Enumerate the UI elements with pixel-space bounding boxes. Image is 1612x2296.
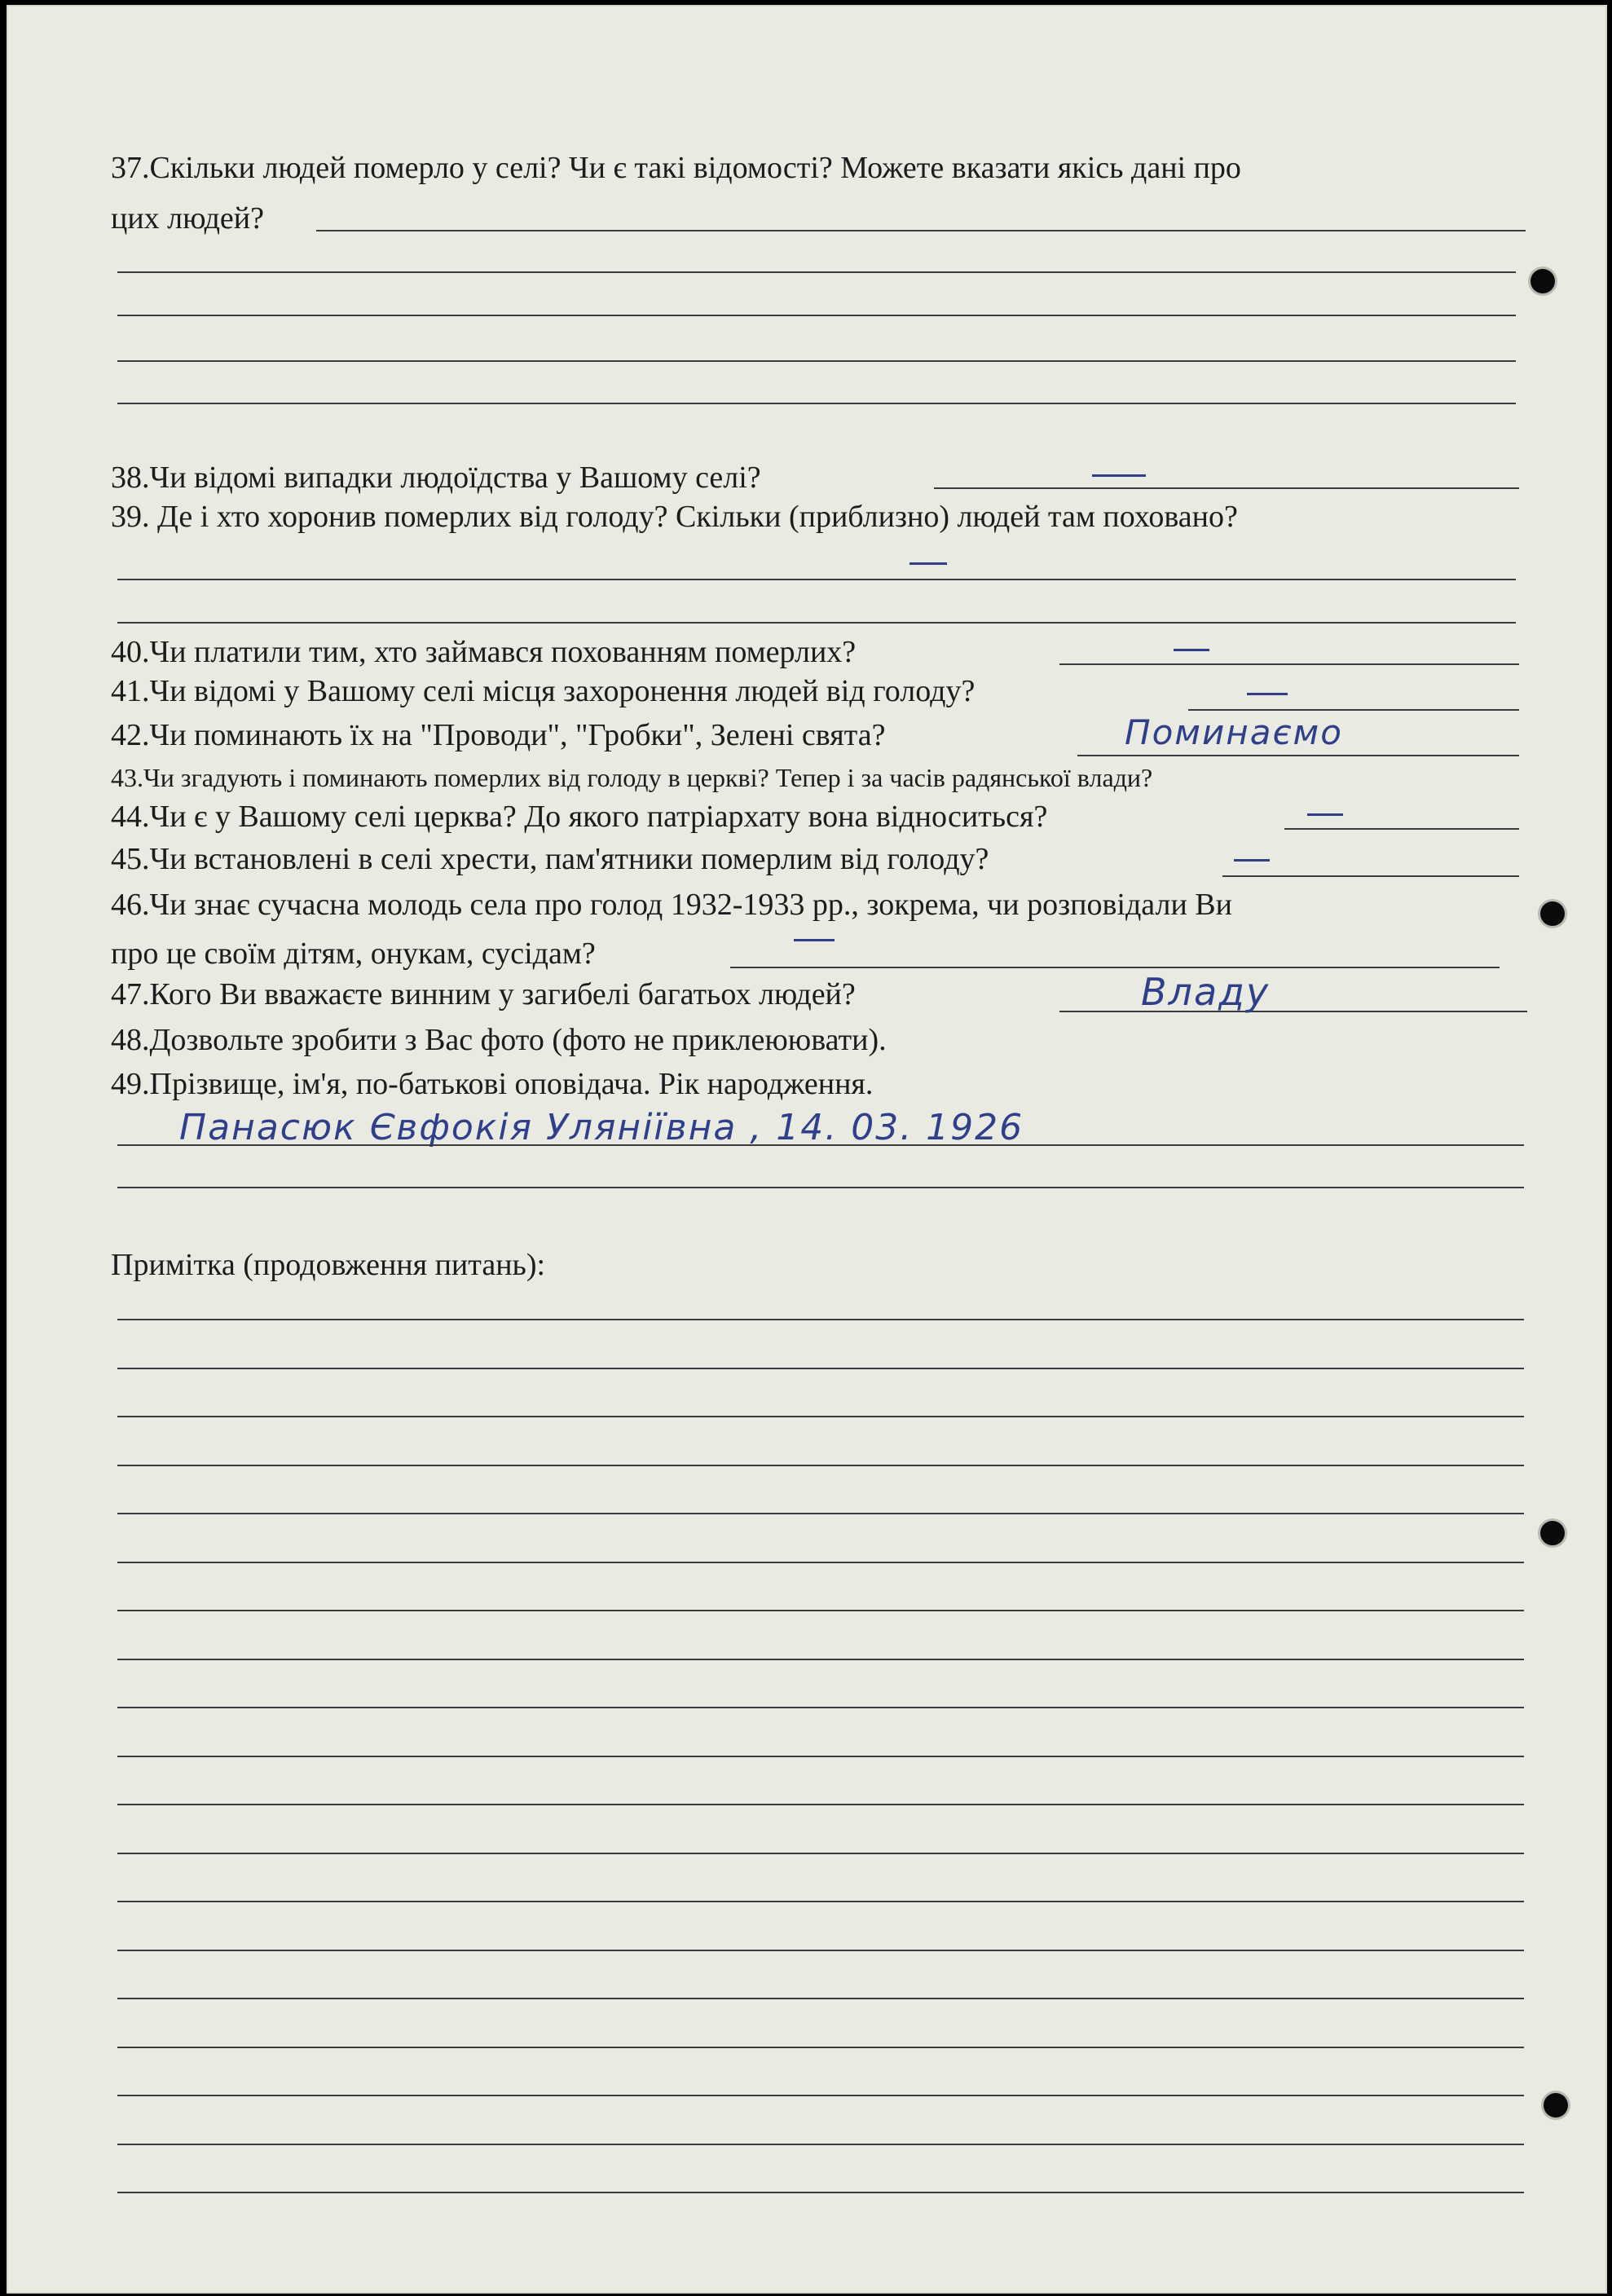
answer-47-handwritten: Владу [1141, 970, 1271, 1014]
note-line [117, 2192, 1524, 2193]
binder-hole [1540, 1521, 1565, 1545]
answer-line [117, 403, 1516, 404]
note-line [117, 1562, 1524, 1563]
question-43: 43.Чи згадують і поминають померлих від голоду в церкві? Тепер і за часів радянської влади? [111, 763, 1153, 792]
answer-line [1222, 875, 1519, 877]
binder-hole [1540, 901, 1565, 926]
answer-dash [1234, 859, 1270, 862]
note-line [117, 1513, 1524, 1514]
answer-dash [1247, 693, 1288, 695]
note-line [117, 1319, 1524, 1320]
answer-line [316, 230, 1526, 231]
answer-line [1077, 755, 1519, 756]
question-45: 45.Чи встановлені в селі хрести, пам'ятники померлим від голоду? [111, 842, 989, 876]
question-47: 47.Кого Ви вважаєте винним у загибелі багатьох людей? [111, 977, 856, 1011]
answer-dash [1092, 474, 1146, 477]
answer-dash [1307, 813, 1343, 816]
question-46-line-2: про це своїм дітям, онукам, сусідам? [111, 936, 596, 971]
question-42: 42.Чи поминають їх на "Проводи", "Гробки", Зелені свята? [111, 718, 886, 752]
answer-line [1059, 663, 1519, 665]
question-37-line-2: цих людей? [111, 201, 264, 236]
question-49: 49.Прізвище, ім'я, по-батькові оповідача. Рік народження. [111, 1067, 874, 1101]
answer-line [1059, 1011, 1527, 1012]
note-line [117, 2144, 1524, 2145]
answer-line [117, 579, 1516, 580]
answer-line [117, 271, 1516, 273]
answer-dash [910, 562, 947, 565]
question-40: 40.Чи платили тим, хто займався похованням померлих? [111, 635, 857, 669]
binder-hole [1544, 2093, 1568, 2118]
answer-line [117, 315, 1516, 316]
note-line [117, 1853, 1524, 1854]
note-line [117, 1998, 1524, 1999]
question-44: 44.Чи є у Вашому селі церква? До якого патріархату вона відноситься? [111, 800, 1048, 834]
note-line [117, 1416, 1524, 1417]
answer-line [934, 487, 1519, 489]
question-46-line-1: 46.Чи знає сучасна молодь села про голод 1932-1933 рр., зокрема, чи розповідали Ви [111, 888, 1232, 922]
note-line [117, 2095, 1524, 2096]
note-line [117, 2047, 1524, 2048]
note-line [117, 1465, 1524, 1466]
answer-line [1284, 828, 1519, 830]
answer-dash [794, 939, 835, 941]
answer-line [117, 1144, 1524, 1146]
note-line [117, 1610, 1524, 1611]
answer-42-handwritten: Поминаємо [1125, 712, 1343, 752]
answer-dash [1174, 649, 1209, 651]
answer-line [117, 622, 1516, 624]
answer-line [1188, 709, 1519, 711]
note-line [117, 1950, 1524, 1951]
question-48: 48.Дозвольте зробити з Вас фото (фото не приклеюювати). [111, 1023, 887, 1057]
note-title: Примітка (продовження питань): [111, 1248, 546, 1282]
note-line [117, 1756, 1524, 1757]
answer-line [117, 360, 1516, 362]
note-line [117, 1659, 1524, 1660]
note-line [117, 1901, 1524, 1902]
answer-49-handwritten: Панасюк Євфокія Уляніївна , 14. 03. 1926 [179, 1107, 1024, 1148]
answer-line [117, 1187, 1524, 1188]
note-line [117, 1707, 1524, 1708]
question-38: 38.Чи відомі випадки людоїдства у Вашому селі? [111, 461, 761, 495]
question-39: 39. Де і хто хоронив померлих від голоду? Скільки (приблизно) людей там поховано? [111, 500, 1238, 534]
note-line [117, 1804, 1524, 1805]
note-line [117, 1368, 1524, 1369]
questionnaire-page [7, 5, 1607, 2294]
question-37-line-1: 37.Скільки людей померло у селі? Чи є такі відомості? Можете вказати якісь дані про [111, 151, 1241, 185]
question-41: 41.Чи відомі у Вашому селі місця захоронення людей від голоду? [111, 674, 976, 708]
answer-line [730, 967, 1500, 968]
binder-hole [1531, 269, 1555, 293]
